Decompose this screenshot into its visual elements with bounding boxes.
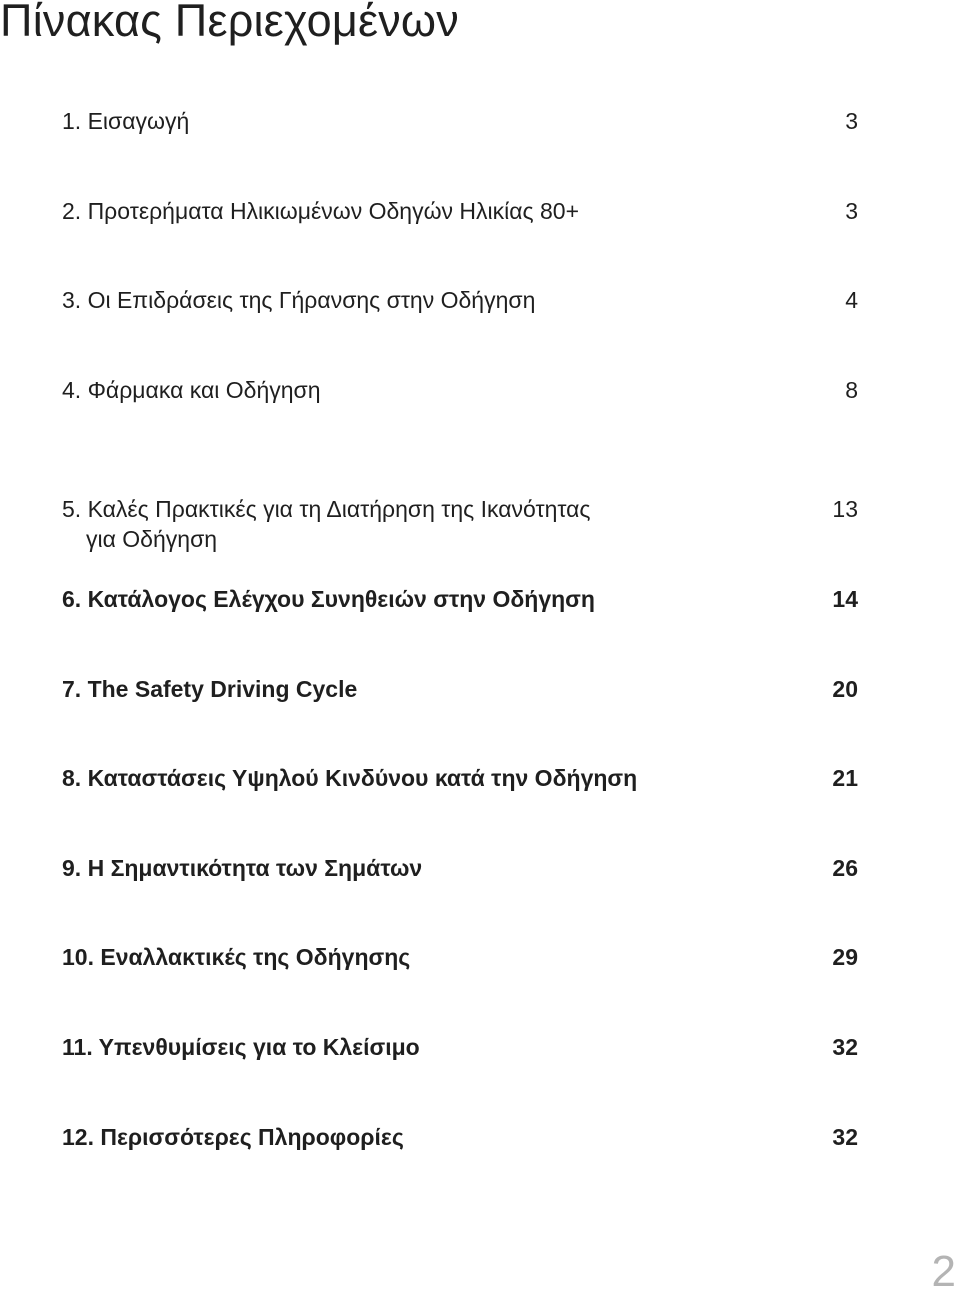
toc-entry-page: 13 [832, 496, 858, 523]
toc-entry[interactable] [62, 942, 858, 972]
toc-entry-page: 20 [832, 675, 858, 702]
toc-entry-label: 3. Οι Επιδράσεις της Γήρανσης στην Οδήγηση [62, 287, 536, 314]
toc-entry-page: 14 [832, 585, 858, 612]
toc-entry-label: 12. Περισσότερες Πληροφορίες [62, 1123, 404, 1150]
toc-entry-page: 32 [832, 1033, 858, 1060]
toc-entry-label: 2. Προτερήματα Ηλικιωμένων Οδηγών Ηλικίας 80+ [62, 197, 580, 224]
toc-entry-label [62, 464, 762, 584]
toc-entry[interactable] [62, 285, 858, 315]
toc-entry-page: 3 [845, 108, 858, 134]
toc-entry-label: 6. Κατάλογος Ελέγχου Συνηθειών στην Οδήγηση [62, 585, 595, 612]
toc-entry[interactable] [62, 1122, 858, 1152]
toc-entry[interactable] [62, 196, 858, 226]
toc-entry[interactable] [62, 763, 858, 793]
toc-entry[interactable] [62, 106, 858, 136]
toc-entry-page: 21 [832, 765, 858, 792]
toc-entry[interactable] [62, 464, 858, 553]
page-title: Πίνακας Περιεχομένων [0, 0, 459, 46]
toc-entry[interactable] [62, 375, 858, 405]
toc-entry[interactable] [62, 1032, 858, 1062]
toc-entry-label: 4. Φάρμακα και Οδήγηση [62, 376, 321, 403]
toc-entry-label: 10. Εναλλακτικές της Οδήγησης [62, 944, 411, 971]
toc-entry-label: 7. The Safety Driving Cycle [62, 675, 358, 702]
toc-entry-page: 3 [845, 197, 858, 224]
toc-entry-label: 11. Υπενθυμίσεις για το Κλείσιμο [62, 1033, 420, 1060]
toc-entry-label-line2: για Οδήγηση [86, 526, 218, 553]
toc-entry-page: 29 [832, 944, 858, 971]
toc-entry[interactable] [62, 853, 858, 883]
toc-entry-label: 8. Καταστάσεις Υψηλού Κινδύνου κατά την Οδήγηση [62, 765, 638, 792]
toc-entry-page: 26 [832, 854, 858, 881]
toc-entry-page: 8 [845, 376, 858, 403]
toc-entry[interactable] [62, 584, 858, 614]
toc-entry-page: 32 [832, 1123, 858, 1150]
toc-entry-label: 1. Εισαγωγή [62, 108, 190, 134]
toc-entry-page: 4 [845, 287, 858, 314]
page-number: 2 [931, 1247, 956, 1296]
toc-entry-label-line1: 5. Καλές Πρακτικές για τη Διατήρηση της Ικανότητας [62, 496, 591, 523]
toc-entry[interactable] [62, 674, 858, 704]
table-of-contents [62, 106, 858, 1211]
toc-entry-label: 9. Η Σημαντικότητα των Σημάτων [62, 854, 423, 881]
